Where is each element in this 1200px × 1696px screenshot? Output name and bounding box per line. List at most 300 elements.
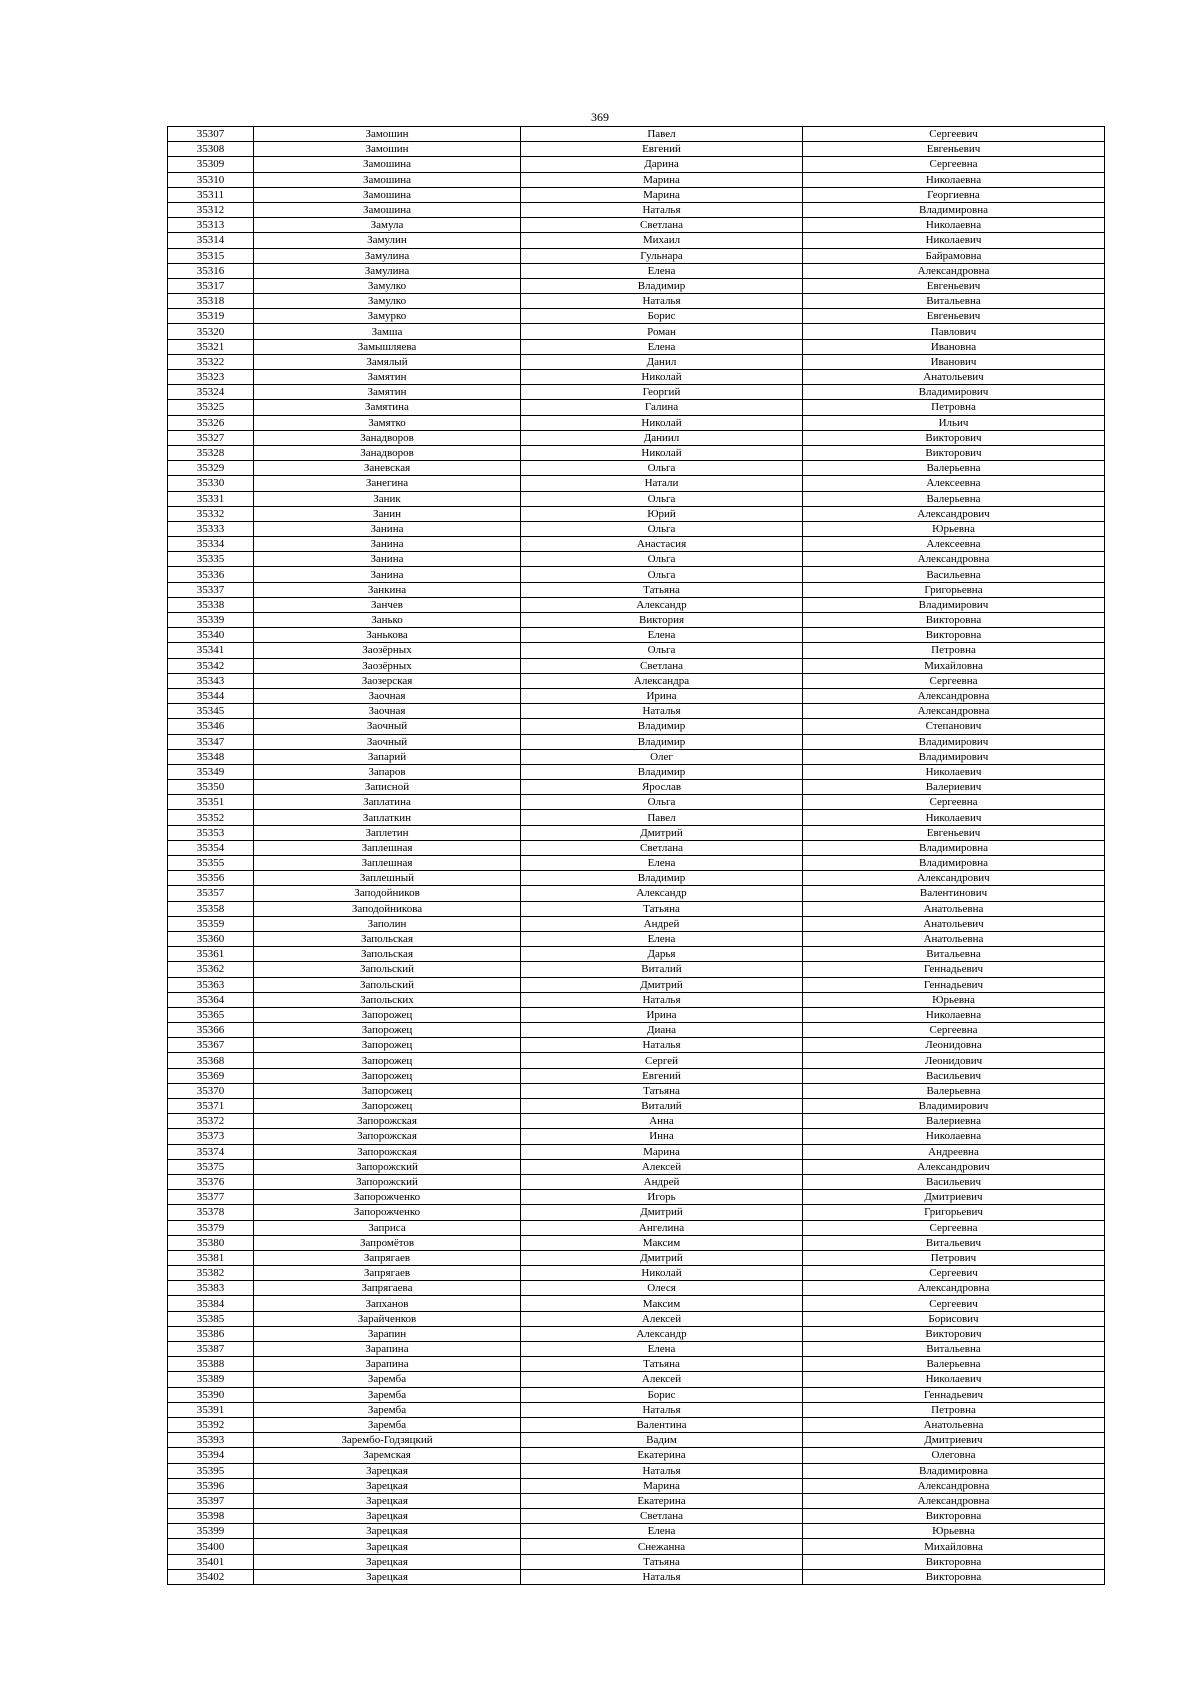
record-number-cell: 35327 <box>168 430 254 445</box>
table-row <box>168 1038 1105 1053</box>
table-row <box>168 931 1105 946</box>
table-row <box>168 187 1105 202</box>
first-name-cell: Натали <box>521 476 803 491</box>
table-row <box>168 1129 1105 1144</box>
patronymic-cell: Алексеевна <box>803 476 1105 491</box>
table-row <box>168 172 1105 187</box>
patronymic-cell: Викторович <box>803 445 1105 460</box>
table-row <box>168 1417 1105 1432</box>
surname-cell: Запорожченко <box>254 1190 521 1205</box>
patronymic-cell: Дмитриевич <box>803 1190 1105 1205</box>
first-name-cell: Елена <box>521 339 803 354</box>
record-number-cell: 35349 <box>168 764 254 779</box>
surname-cell: Заозерская <box>254 673 521 688</box>
record-number-cell: 35340 <box>168 628 254 643</box>
table-row <box>168 886 1105 901</box>
patronymic-cell: Александровна <box>803 552 1105 567</box>
table-row <box>168 1296 1105 1311</box>
patronymic-cell: Александровна <box>803 263 1105 278</box>
record-number-cell: 35374 <box>168 1144 254 1159</box>
patronymic-cell: Григорьевна <box>803 582 1105 597</box>
table-row <box>168 339 1105 354</box>
patronymic-cell: Александровна <box>803 1493 1105 1508</box>
table-row <box>168 248 1105 263</box>
surname-cell: Занин <box>254 506 521 521</box>
record-number-cell: 35330 <box>168 476 254 491</box>
record-number-cell: 35386 <box>168 1326 254 1341</box>
surname-cell: Заплешная <box>254 856 521 871</box>
surname-cell: Замятин <box>254 370 521 385</box>
record-number-cell: 35384 <box>168 1296 254 1311</box>
registry-rows <box>168 127 1105 1585</box>
surname-cell: Запорожская <box>254 1114 521 1129</box>
surname-cell: Занина <box>254 537 521 552</box>
first-name-cell: Дарья <box>521 947 803 962</box>
record-number-cell: 35325 <box>168 400 254 415</box>
record-number-cell: 35355 <box>168 856 254 871</box>
surname-cell: Запольская <box>254 931 521 946</box>
patronymic-cell: Анатольевич <box>803 916 1105 931</box>
record-number-cell: 35376 <box>168 1174 254 1189</box>
patronymic-cell: Юрьевна <box>803 521 1105 536</box>
first-name-cell: Максим <box>521 1235 803 1250</box>
record-number-cell: 35364 <box>168 992 254 1007</box>
table-row <box>168 658 1105 673</box>
first-name-cell: Владимир <box>521 278 803 293</box>
table-row <box>168 1433 1105 1448</box>
patronymic-cell: Сергеевна <box>803 673 1105 688</box>
record-number-cell: 35328 <box>168 445 254 460</box>
surname-cell: Запаров <box>254 764 521 779</box>
first-name-cell: Марина <box>521 187 803 202</box>
record-number-cell: 35361 <box>168 947 254 962</box>
surname-cell: Заремба <box>254 1402 521 1417</box>
first-name-cell: Борис <box>521 309 803 324</box>
table-row <box>168 294 1105 309</box>
surname-cell: Замялый <box>254 354 521 369</box>
first-name-cell: Ольга <box>521 643 803 658</box>
first-name-cell: Татьяна <box>521 1083 803 1098</box>
surname-cell: Записной <box>254 780 521 795</box>
table-row <box>168 1402 1105 1417</box>
first-name-cell: Георгий <box>521 385 803 400</box>
record-number-cell: 35353 <box>168 825 254 840</box>
patronymic-cell: Геннадьевич <box>803 977 1105 992</box>
first-name-cell: Виктория <box>521 613 803 628</box>
patronymic-cell: Васильевич <box>803 1174 1105 1189</box>
surname-cell: Запорожец <box>254 1023 521 1038</box>
registry-table <box>167 126 1105 1585</box>
surname-cell: Заплатина <box>254 795 521 810</box>
first-name-cell: Алексей <box>521 1159 803 1174</box>
table-row <box>168 415 1105 430</box>
table-row <box>168 613 1105 628</box>
table-row <box>168 445 1105 460</box>
surname-cell: Заочная <box>254 688 521 703</box>
record-number-cell: 35317 <box>168 278 254 293</box>
table-row <box>168 1053 1105 1068</box>
surname-cell: Зарайченков <box>254 1311 521 1326</box>
record-number-cell: 35326 <box>168 415 254 430</box>
table-row <box>168 354 1105 369</box>
first-name-cell: Андрей <box>521 1174 803 1189</box>
record-number-cell: 35363 <box>168 977 254 992</box>
surname-cell: Заремба <box>254 1417 521 1432</box>
table-row <box>168 962 1105 977</box>
table-row <box>168 825 1105 840</box>
record-number-cell: 35357 <box>168 886 254 901</box>
surname-cell: Замулко <box>254 294 521 309</box>
record-number-cell: 35345 <box>168 704 254 719</box>
table-row <box>168 552 1105 567</box>
table-row <box>168 385 1105 400</box>
patronymic-cell: Витальевна <box>803 947 1105 962</box>
table-row <box>168 537 1105 552</box>
table-row <box>168 704 1105 719</box>
surname-cell: Заневская <box>254 461 521 476</box>
record-number-cell: 35312 <box>168 202 254 217</box>
patronymic-cell: Валерьевна <box>803 1083 1105 1098</box>
table-row <box>168 810 1105 825</box>
patronymic-cell: Иванович <box>803 354 1105 369</box>
surname-cell: Замятина <box>254 400 521 415</box>
patronymic-cell: Николаевна <box>803 172 1105 187</box>
surname-cell: Замошин <box>254 127 521 142</box>
table-row <box>168 202 1105 217</box>
table-row <box>168 278 1105 293</box>
patronymic-cell: Александровна <box>803 1478 1105 1493</box>
table-row <box>168 977 1105 992</box>
table-row <box>168 263 1105 278</box>
table-row <box>168 1554 1105 1569</box>
patronymic-cell: Борисович <box>803 1311 1105 1326</box>
surname-cell: Зарецкая <box>254 1569 521 1584</box>
patronymic-cell: Владимировна <box>803 1463 1105 1478</box>
table-row <box>168 142 1105 157</box>
patronymic-cell: Васильевна <box>803 567 1105 582</box>
surname-cell: Заочный <box>254 734 521 749</box>
record-number-cell: 35322 <box>168 354 254 369</box>
patronymic-cell: Владимировна <box>803 840 1105 855</box>
record-number-cell: 35400 <box>168 1539 254 1554</box>
patronymic-cell: Андреевна <box>803 1144 1105 1159</box>
surname-cell: Занина <box>254 567 521 582</box>
table-row <box>168 1250 1105 1265</box>
first-name-cell: Евгений <box>521 1068 803 1083</box>
patronymic-cell: Сергеевна <box>803 1023 1105 1038</box>
table-row <box>168 233 1105 248</box>
first-name-cell: Екатерина <box>521 1448 803 1463</box>
record-number-cell: 35371 <box>168 1099 254 1114</box>
patronymic-cell: Григорьевич <box>803 1205 1105 1220</box>
record-number-cell: 35344 <box>168 688 254 703</box>
patronymic-cell: Валерьевна <box>803 491 1105 506</box>
patronymic-cell: Александрович <box>803 506 1105 521</box>
record-number-cell: 35334 <box>168 537 254 552</box>
record-number-cell: 35370 <box>168 1083 254 1098</box>
table-row <box>168 370 1105 385</box>
record-number-cell: 35354 <box>168 840 254 855</box>
record-number-cell: 35401 <box>168 1554 254 1569</box>
table-row <box>168 688 1105 703</box>
surname-cell: Занегина <box>254 476 521 491</box>
first-name-cell: Алексей <box>521 1311 803 1326</box>
patronymic-cell: Александрович <box>803 1159 1105 1174</box>
first-name-cell: Андрей <box>521 916 803 931</box>
table-row <box>168 1190 1105 1205</box>
first-name-cell: Николай <box>521 370 803 385</box>
record-number-cell: 35339 <box>168 613 254 628</box>
surname-cell: Зарапина <box>254 1357 521 1372</box>
record-number-cell: 35346 <box>168 719 254 734</box>
surname-cell: Замошин <box>254 142 521 157</box>
first-name-cell: Галина <box>521 400 803 415</box>
record-number-cell: 35381 <box>168 1250 254 1265</box>
record-number-cell: 35324 <box>168 385 254 400</box>
table-row <box>168 218 1105 233</box>
record-number-cell: 35360 <box>168 931 254 946</box>
first-name-cell: Анна <box>521 1114 803 1129</box>
table-row <box>168 1493 1105 1508</box>
record-number-cell: 35382 <box>168 1266 254 1281</box>
table-row <box>168 1083 1105 1098</box>
table-row <box>168 1235 1105 1250</box>
first-name-cell: Олеся <box>521 1281 803 1296</box>
first-name-cell: Светлана <box>521 840 803 855</box>
first-name-cell: Александр <box>521 1326 803 1341</box>
record-number-cell: 35378 <box>168 1205 254 1220</box>
patronymic-cell: Петровна <box>803 643 1105 658</box>
table-row <box>168 567 1105 582</box>
table-row <box>168 1266 1105 1281</box>
table-row <box>168 1357 1105 1372</box>
first-name-cell: Михаил <box>521 233 803 248</box>
record-number-cell: 35347 <box>168 734 254 749</box>
surname-cell: Запорожец <box>254 1099 521 1114</box>
table-row <box>168 901 1105 916</box>
first-name-cell: Дарина <box>521 157 803 172</box>
patronymic-cell: Павлович <box>803 324 1105 339</box>
patronymic-cell: Петровна <box>803 400 1105 415</box>
surname-cell: Запорожец <box>254 1038 521 1053</box>
first-name-cell: Снежанна <box>521 1539 803 1554</box>
surname-cell: Замша <box>254 324 521 339</box>
patronymic-cell: Степанович <box>803 719 1105 734</box>
surname-cell: Занина <box>254 552 521 567</box>
table-row <box>168 491 1105 506</box>
table-row <box>168 1372 1105 1387</box>
first-name-cell: Владимир <box>521 719 803 734</box>
surname-cell: Заочная <box>254 704 521 719</box>
patronymic-cell: Владимирович <box>803 385 1105 400</box>
table-row <box>168 461 1105 476</box>
table-row <box>168 582 1105 597</box>
surname-cell: Замошина <box>254 172 521 187</box>
patronymic-cell: Валентинович <box>803 886 1105 901</box>
table-row <box>168 1478 1105 1493</box>
surname-cell: Занадворов <box>254 445 521 460</box>
record-number-cell: 35368 <box>168 1053 254 1068</box>
surname-cell: Запромётов <box>254 1235 521 1250</box>
table-row <box>168 871 1105 886</box>
record-number-cell: 35333 <box>168 521 254 536</box>
record-number-cell: 35308 <box>168 142 254 157</box>
patronymic-cell: Владимирович <box>803 597 1105 612</box>
first-name-cell: Юрий <box>521 506 803 521</box>
first-name-cell: Алексей <box>521 1372 803 1387</box>
patronymic-cell: Леонидович <box>803 1053 1105 1068</box>
first-name-cell: Ольга <box>521 491 803 506</box>
first-name-cell: Инна <box>521 1129 803 1144</box>
record-number-cell: 35337 <box>168 582 254 597</box>
first-name-cell: Марина <box>521 1478 803 1493</box>
record-number-cell: 35367 <box>168 1038 254 1053</box>
surname-cell: Зарецкая <box>254 1509 521 1524</box>
first-name-cell: Олег <box>521 749 803 764</box>
table-row <box>168 521 1105 536</box>
first-name-cell: Данил <box>521 354 803 369</box>
table-row <box>168 1463 1105 1478</box>
patronymic-cell: Анатольевич <box>803 370 1105 385</box>
patronymic-cell: Владимировна <box>803 856 1105 871</box>
surname-cell: Замятин <box>254 385 521 400</box>
table-row <box>168 324 1105 339</box>
patronymic-cell: Юрьевна <box>803 992 1105 1007</box>
first-name-cell: Елена <box>521 628 803 643</box>
first-name-cell: Татьяна <box>521 1357 803 1372</box>
first-name-cell: Елена <box>521 1342 803 1357</box>
first-name-cell: Владимир <box>521 871 803 886</box>
first-name-cell: Виталий <box>521 962 803 977</box>
first-name-cell: Вадим <box>521 1433 803 1448</box>
record-number-cell: 35309 <box>168 157 254 172</box>
record-number-cell: 35397 <box>168 1493 254 1508</box>
first-name-cell: Сергей <box>521 1053 803 1068</box>
first-name-cell: Наталья <box>521 294 803 309</box>
first-name-cell: Владимир <box>521 734 803 749</box>
record-number-cell: 35377 <box>168 1190 254 1205</box>
table-row <box>168 1023 1105 1038</box>
surname-cell: Замулина <box>254 248 521 263</box>
first-name-cell: Екатерина <box>521 1493 803 1508</box>
patronymic-cell: Викторович <box>803 430 1105 445</box>
surname-cell: Заподойников <box>254 886 521 901</box>
table-row <box>168 643 1105 658</box>
surname-cell: Запольская <box>254 947 521 962</box>
first-name-cell: Валентина <box>521 1417 803 1432</box>
first-name-cell: Елена <box>521 856 803 871</box>
patronymic-cell: Леонидовна <box>803 1038 1105 1053</box>
record-number-cell: 35323 <box>168 370 254 385</box>
surname-cell: Запрягаев <box>254 1250 521 1265</box>
table-row <box>168 764 1105 779</box>
first-name-cell: Наталья <box>521 1463 803 1478</box>
surname-cell: Запханов <box>254 1296 521 1311</box>
surname-cell: Заник <box>254 491 521 506</box>
surname-cell: Замурко <box>254 309 521 324</box>
first-name-cell: Николай <box>521 1266 803 1281</box>
patronymic-cell: Николаевич <box>803 764 1105 779</box>
table-row <box>168 1387 1105 1402</box>
table-row <box>168 628 1105 643</box>
first-name-cell: Светлана <box>521 218 803 233</box>
first-name-cell: Николай <box>521 445 803 460</box>
surname-cell: Запорожский <box>254 1174 521 1189</box>
record-number-cell: 35380 <box>168 1235 254 1250</box>
surname-cell: Занько <box>254 613 521 628</box>
record-number-cell: 35393 <box>168 1433 254 1448</box>
surname-cell: Занадворов <box>254 430 521 445</box>
record-number-cell: 35343 <box>168 673 254 688</box>
record-number-cell: 35375 <box>168 1159 254 1174</box>
first-name-cell: Ольга <box>521 795 803 810</box>
first-name-cell: Дмитрий <box>521 1205 803 1220</box>
surname-cell: Замулин <box>254 233 521 248</box>
record-number-cell: 35336 <box>168 567 254 582</box>
record-number-cell: 35338 <box>168 597 254 612</box>
surname-cell: Заплешный <box>254 871 521 886</box>
table-row <box>168 309 1105 324</box>
table-row <box>168 476 1105 491</box>
patronymic-cell: Евгеньевич <box>803 278 1105 293</box>
table-row <box>168 1569 1105 1584</box>
first-name-cell: Ангелина <box>521 1220 803 1235</box>
table-row <box>168 734 1105 749</box>
first-name-cell: Николай <box>521 415 803 430</box>
record-number-cell: 35362 <box>168 962 254 977</box>
surname-cell: Зарецкая <box>254 1463 521 1478</box>
patronymic-cell: Евгеньевич <box>803 825 1105 840</box>
patronymic-cell: Владимировна <box>803 202 1105 217</box>
surname-cell: Занчев <box>254 597 521 612</box>
record-number-cell: 35388 <box>168 1357 254 1372</box>
table-row <box>168 1174 1105 1189</box>
patronymic-cell: Петрович <box>803 1250 1105 1265</box>
surname-cell: Запольский <box>254 962 521 977</box>
patronymic-cell: Викторовна <box>803 1554 1105 1569</box>
first-name-cell: Ирина <box>521 688 803 703</box>
patronymic-cell: Викторовна <box>803 628 1105 643</box>
record-number-cell: 35390 <box>168 1387 254 1402</box>
record-number-cell: 35372 <box>168 1114 254 1129</box>
surname-cell: Заремская <box>254 1448 521 1463</box>
page-number: 369 <box>591 110 609 124</box>
record-number-cell: 35389 <box>168 1372 254 1387</box>
first-name-cell: Роман <box>521 324 803 339</box>
surname-cell: Зарапин <box>254 1326 521 1341</box>
patronymic-cell: Анатольевна <box>803 901 1105 916</box>
patronymic-cell: Евгеньевич <box>803 142 1105 157</box>
patronymic-cell: Николаевич <box>803 233 1105 248</box>
table-row <box>168 1114 1105 1129</box>
first-name-cell: Александр <box>521 597 803 612</box>
patronymic-cell: Сергеевна <box>803 1220 1105 1235</box>
first-name-cell: Татьяна <box>521 901 803 916</box>
first-name-cell: Елена <box>521 931 803 946</box>
record-number-cell: 35318 <box>168 294 254 309</box>
patronymic-cell: Михайловна <box>803 1539 1105 1554</box>
table-row <box>168 719 1105 734</box>
patronymic-cell: Витальевич <box>803 1235 1105 1250</box>
table-row <box>168 1448 1105 1463</box>
surname-cell: Заремба <box>254 1372 521 1387</box>
record-number-cell: 35311 <box>168 187 254 202</box>
table-row <box>168 127 1105 142</box>
record-number-cell: 35316 <box>168 263 254 278</box>
record-number-cell: 35387 <box>168 1342 254 1357</box>
patronymic-cell: Михайловна <box>803 658 1105 673</box>
surname-cell: Зарецкая <box>254 1478 521 1493</box>
